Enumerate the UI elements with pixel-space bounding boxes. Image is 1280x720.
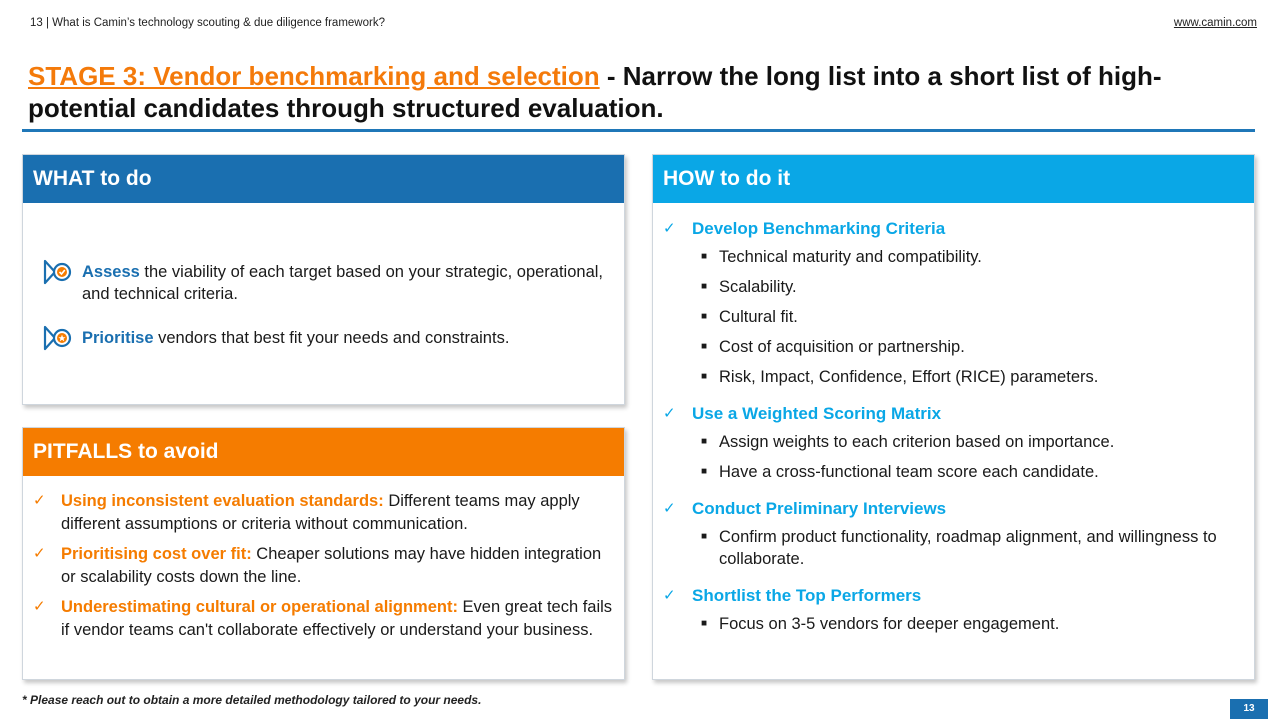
how-section-benchmarking [663,217,1243,388]
square-bullet-icon: ■ [701,436,708,447]
what-heading: WHAT to do [23,155,624,203]
what-keyword: Prioritise [82,329,154,347]
pitfalls-heading: PITFALLS to avoid [23,428,624,476]
how-panel [652,154,1255,680]
list-item [701,613,1243,635]
target-star-icon [43,324,75,352]
how-section-interviews [663,497,1243,570]
how-section-title [663,497,1243,521]
footnote: * Please reach out to obtain a more detailed methodology tailored to your needs. [22,693,482,707]
how-section-label: Develop Benchmarking Criteria [692,219,946,238]
page-number-badge: 13 [1230,699,1268,719]
bullet-text: Cultural fit. [719,308,798,326]
bullet-text: Risk, Impact, Confidence, Effort (RICE) parameters. [719,368,1099,386]
bullet-text: Focus on 3-5 vendors for deeper engagement. [719,615,1060,633]
what-item-text [82,261,603,305]
square-bullet-icon: ■ [701,371,708,382]
list-item [33,490,618,535]
square-bullet-icon: ■ [701,251,708,262]
website-link[interactable]: www.camin.com [1173,17,1257,29]
list-item [701,461,1243,483]
square-bullet-icon: ■ [701,618,708,629]
pitfalls-list [33,490,618,649]
title-description: - Narrow the long list into a short list of high-potential candidates through structured evaluation. [28,61,1162,123]
how-section-title [663,217,1243,241]
checkmark-icon: ✓ [663,405,676,422]
what-item-text [82,327,509,349]
pitfall-keyword: Underestimating cultural or operational alignment: [61,598,458,616]
stage-title: STAGE 3: Vendor benchmarking and selection [28,61,600,91]
pitfall-description: Different teams may apply different assumptions or criteria without communication. [61,492,580,533]
page-title [28,60,1248,124]
title-divider [22,129,1255,132]
how-section-shortlist [663,584,1243,635]
list-item [701,431,1243,453]
list-item [33,543,618,588]
how-section-label: Shortlist the Top Performers [692,586,922,605]
list-item [701,366,1243,388]
how-heading: HOW to do it [653,155,1254,203]
pitfall-keyword: Prioritising cost over fit: [61,545,252,563]
how-section-label: Use a Weighted Scoring Matrix [692,404,942,423]
what-keyword: Assess [82,263,140,281]
list-item [701,276,1243,298]
checkmark-icon: ✓ [33,545,46,562]
square-bullet-icon: ■ [701,281,708,292]
checkmark-icon: ✓ [663,500,676,517]
how-section-label: Conduct Preliminary Interviews [692,499,947,518]
pitfall-description: Even great tech fails if vendor teams can't collaborate effectively or understand your business. [61,598,613,639]
square-bullet-icon: ■ [701,466,708,477]
checkmark-icon: ✓ [33,492,46,509]
square-bullet-icon: ■ [701,311,708,322]
pitfalls-panel [22,427,625,680]
list-item [701,246,1243,268]
bullet-text: Scalability. [719,278,797,296]
bullet-text: Assign weights to each criterion based on importance. [719,433,1115,451]
bullet-text: Cost of acquisition or partnership. [719,338,965,356]
bullet-text: Have a cross-functional team score each candidate. [719,463,1099,481]
how-list [663,217,1243,649]
what-item-assess [43,261,603,305]
list-item [701,526,1243,570]
bullet-text: Technical maturity and compatibility. [719,248,982,266]
list-item [701,336,1243,358]
how-section-title [663,402,1243,426]
how-section-scoring [663,402,1243,483]
what-description: vendors that best fit your needs and constraints. [153,329,510,347]
pitfall-keyword: Using inconsistent evaluation standards: [61,492,384,510]
square-bullet-icon: ■ [701,341,708,352]
breadcrumb: 13 | What is Camin’s technology scouting & due diligence framework? [30,17,385,29]
bullet-text: Confirm product functionality, roadmap alignment, and willingness to collaborate. [719,528,1217,568]
pitfall-description: Cheaper solutions may have hidden integration or scalability costs down the line. [61,545,602,586]
checkmark-icon: ✓ [663,220,676,237]
target-check-icon [43,258,75,286]
list-item [33,596,618,641]
what-item-prioritise [43,327,603,352]
checkmark-icon: ✓ [33,598,46,615]
list-item [701,306,1243,328]
checkmark-icon: ✓ [663,587,676,604]
how-section-title [663,584,1243,608]
what-description: the viability of each target based on your strategic, operational, and technical criteria. [82,263,604,303]
square-bullet-icon: ■ [701,531,708,542]
what-panel [22,154,625,405]
